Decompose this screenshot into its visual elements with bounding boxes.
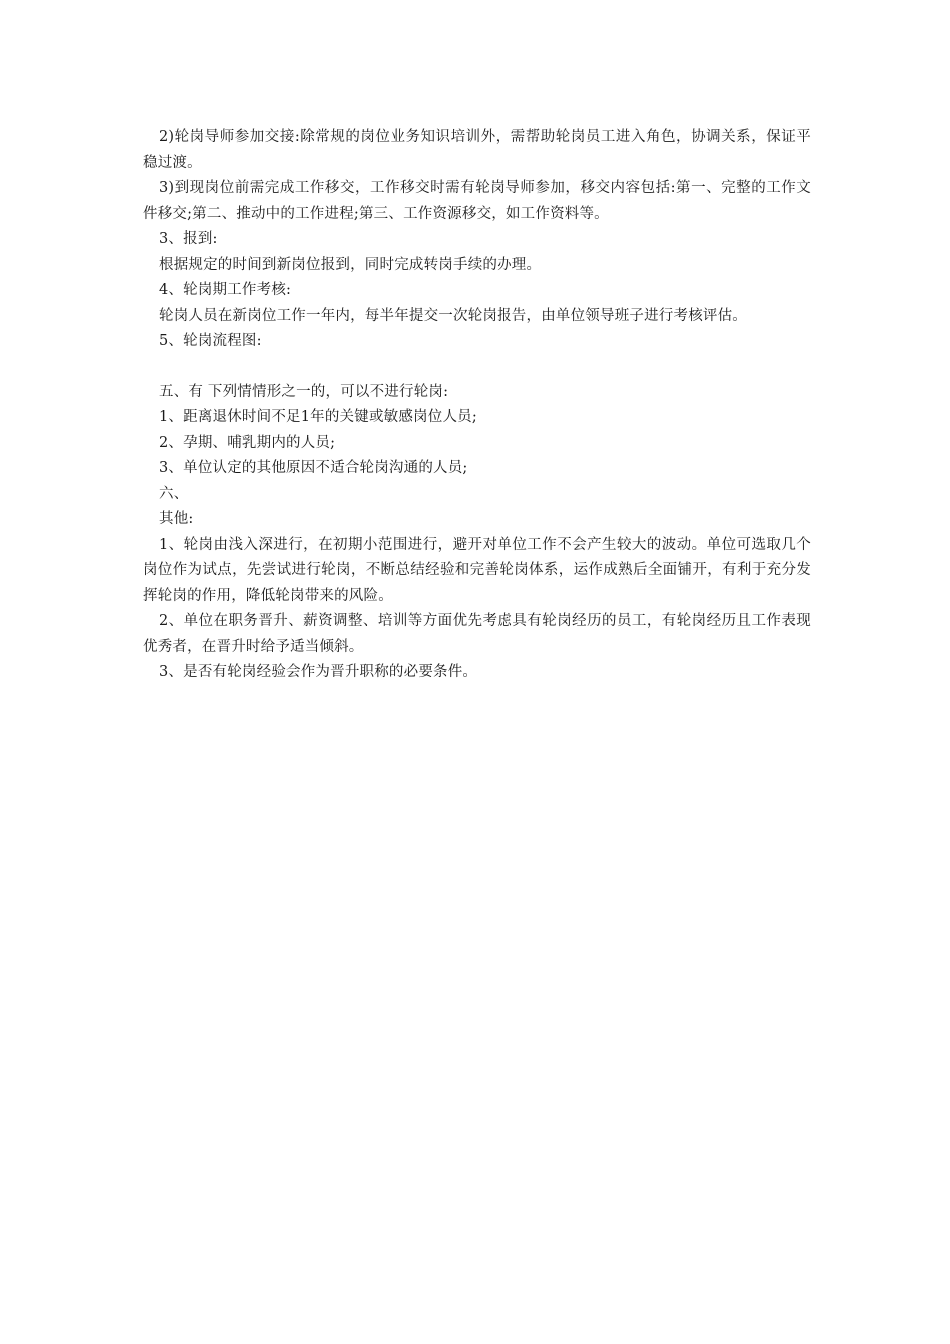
flowchart-placeholder-gap (143, 355, 811, 380)
list-item-pregnancy: 2、孕期、哺乳期内的人员; (159, 434, 336, 451)
paragraph-promotion-priority: 2、单位在职务晋升、薪资调整、培训等方面优先考虑具有轮岗经历的员工，有轮岗经历且工作表现优秀者，在晋升时给予适当倾斜。 (143, 613, 811, 655)
heading-report: 3、报到: (159, 231, 218, 247)
paragraph-tutor-handover: 2)轮岗导师参加交接:除常规的岗位业务知识培训外，需帮助轮岗员工进入角色，协调关系，保证平稳过渡。 (143, 129, 811, 171)
paragraph-gradual-rotation: 1、轮岗由浅入深进行，在初期小范围进行，避开对单位工作不会产生较大的波动。单位可选取几个岗位作为试点，先尝试进行轮岗，不断总结经验和完善轮岗体系，运作成熟后全面铺开，有利于充分发挥轮岗的作用，降低轮岗带来的风险。 (143, 536, 811, 604)
heading-flowchart: 5、轮岗流程图: (159, 333, 262, 349)
paragraph-report: 根据规定的时间到新岗位报到，同时完成转岗手续的办理。 (159, 256, 542, 273)
heading-section-five: 五、有 下列情情形之一的，可以不进行轮岗: (159, 383, 449, 400)
heading-section-six: 六、 (159, 485, 189, 502)
heading-other: 其他: (159, 511, 194, 527)
paragraph-assessment: 轮岗人员在新岗位工作一年内，每半年提交一次轮岗报告，由单位领导班子进行考核评估。 (159, 307, 747, 324)
document-body (143, 125, 811, 686)
paragraph-work-transfer: 3)到现岗位前需完成工作移交，工作移交时需有轮岗导师参加，移交内容包括:第一、完整的工作文件移交;第二、推动中的工作进程;第三、工作资源移交，如工作资料等。 (143, 180, 811, 222)
heading-assessment: 4、轮岗期工作考核: (159, 282, 292, 298)
list-item-other-reasons: 3、单位认定的其他原因不适合轮岗沟通的人员; (159, 460, 468, 476)
paragraph-promotion-condition: 3、是否有轮岗经验会作为晋升职称的必要条件。 (159, 664, 478, 680)
list-item-retirement: 1、距离退休时间不足1年的关键或敏感岗位人员; (159, 409, 477, 425)
